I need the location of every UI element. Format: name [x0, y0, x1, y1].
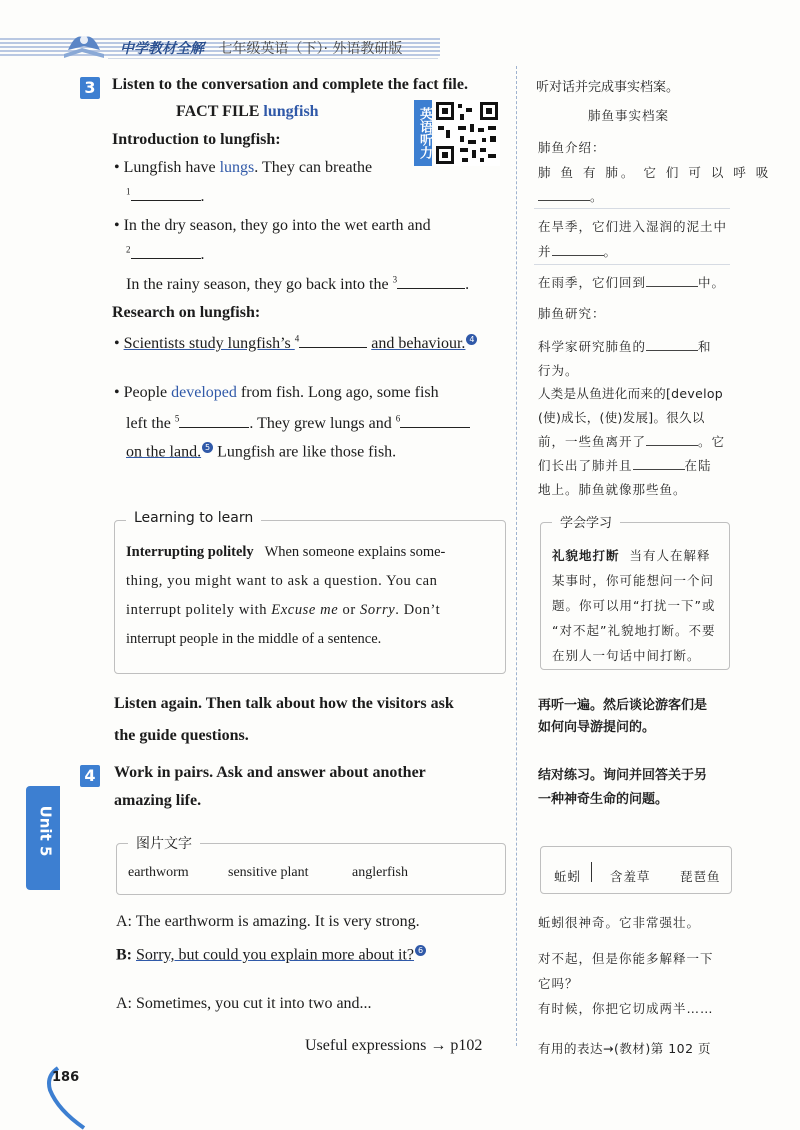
- learning-line-3-b: or: [338, 602, 361, 618]
- fact-line-6-a: left the: [126, 415, 175, 432]
- blank-6-number: 6: [395, 413, 401, 424]
- cn-line-7-b: 。: [603, 244, 618, 259]
- listen-again-line-2: the guide questions.: [114, 727, 249, 744]
- cn-learn-line-5: 在别人一句话中间打断。: [552, 648, 701, 663]
- page-number: 186: [52, 1070, 80, 1085]
- fact-line-4: [114, 333, 477, 353]
- qr-label: 英语听力: [414, 100, 432, 166]
- blank-4-number: 4: [294, 333, 300, 344]
- cn-line-8-b: 中。: [698, 275, 726, 290]
- blank-6[interactable]: [400, 413, 470, 428]
- cn-separator: [534, 264, 730, 265]
- cn-line-14-a: 前，一些鱼离开了: [538, 434, 647, 449]
- cn-learn-line-3: 题。你可以用“打扰一下”或: [552, 598, 716, 613]
- qr-code-icon: [434, 100, 500, 166]
- cn-line-11: 行为。: [538, 363, 579, 378]
- cn-line-5-text: 。: [590, 189, 604, 204]
- cn-learn-bold: 礼貌地打断: [552, 548, 620, 563]
- fact-line-5-blue: developed: [171, 384, 237, 401]
- cn-pairwork-1: 结对练习。询问并回答关于另: [538, 768, 708, 783]
- qr-code[interactable]: [414, 100, 500, 166]
- fact-line-1: [114, 159, 372, 177]
- cn-dialog-4: 有时候，你把它切成两半……: [538, 1001, 714, 1016]
- fact-line-7-underlined: on the land.: [126, 443, 202, 461]
- cn-fact-title: 肺鱼事实档案: [588, 108, 670, 123]
- fact-line-1-tail: . They can breathe: [254, 159, 373, 176]
- fact-line-7-tail: Lungfish are like those fish.: [213, 443, 397, 461]
- fact-file-title-blue: lungfish: [263, 103, 319, 120]
- learning-line-1-text: When someone explains some-: [264, 544, 446, 560]
- dialog-a-1: A: The earthworm is amazing. It is very strong.: [116, 913, 420, 930]
- learning-line-3-a: interrupt politely with: [126, 602, 272, 618]
- fact-line-1-a: • Lungfish have: [114, 159, 220, 176]
- cn-line-12: 人类是从鱼进化而来的[develop: [538, 386, 724, 401]
- fact-line-5-tail: from fish. Long ago, some fish: [236, 384, 439, 401]
- fact-line-3: In the rainy season, they go back into the $^3$ .: [126, 274, 470, 293]
- cn-learning-label: 学会学习: [552, 512, 620, 531]
- cn-listen-again-1: 再听一遍。然后谈论游客们是: [538, 698, 708, 713]
- cn-learn-line-1-b: 当有人在解释: [629, 548, 711, 563]
- research-heading: Research on lungfish:: [112, 304, 261, 321]
- cn-learn-line-4: “对不起”礼貌地打断。不要: [552, 623, 716, 638]
- fact-line-6-mid: . They grew lungs and: [249, 415, 396, 432]
- cn-intro: 肺鱼介绍：: [538, 140, 606, 155]
- cn-line-7: [538, 242, 617, 260]
- cn-line-7-a: 并: [538, 244, 552, 259]
- fact-line-7: [126, 442, 396, 461]
- learning-sorry: Sorry: [360, 602, 396, 618]
- learning-excuse-me: Excuse me: [271, 602, 339, 618]
- header-rule: [108, 58, 438, 59]
- dialog-a-2: A: Sometimes, you cut it into two and...: [116, 995, 372, 1012]
- blank-3[interactable]: [397, 274, 465, 289]
- blank-1[interactable]: $^1$ .: [126, 186, 205, 205]
- cn-line-10-b: 和: [698, 339, 712, 354]
- cn-learn-line-1: [552, 546, 710, 564]
- header-subtitle: 七年级英语（下）· 外语教研版: [218, 41, 403, 57]
- cn-pairwork-2: 一种神奇生命的问题。: [538, 792, 669, 807]
- learning-line-1: [126, 544, 445, 561]
- word-anglerfish: anglerfish: [352, 865, 408, 880]
- fact-line-6: [126, 413, 470, 433]
- cn-line-8-a: 在雨季，它们回到: [538, 275, 647, 290]
- column-divider: [516, 66, 517, 1046]
- cn-dialog-1: 蚯蚓很神奇。它非常强壮。: [538, 915, 701, 930]
- note-marker-icon[interactable]: 5: [202, 442, 213, 453]
- cn-listen-again-2: 如何向导游提问的。: [538, 720, 656, 735]
- cn-research: 肺鱼研究：: [538, 306, 606, 321]
- useful-expressions[interactable]: Useful expressions → p102: [305, 1037, 483, 1054]
- note-marker-icon[interactable]: 6: [415, 945, 426, 956]
- learning-bold-term: Interrupting politely: [126, 544, 254, 560]
- intro-heading: Introduction to lungfish:: [112, 131, 281, 148]
- section-4-line-2: amazing life.: [114, 792, 202, 809]
- header-brand: 中学教材全解: [120, 41, 204, 57]
- fact-line-4-tail: and behaviour.: [371, 335, 466, 352]
- cn-line-14-b: 。它: [698, 434, 726, 449]
- cn-line-8: [538, 273, 725, 291]
- blank-3-number: 3: [392, 274, 398, 285]
- cn-line-6: 在旱季，它们进入湿润的泥土中: [538, 219, 728, 234]
- blank-5[interactable]: [179, 413, 249, 428]
- cn-separator: [534, 208, 730, 209]
- cn-line-14: [538, 432, 725, 450]
- fact-line-2: • In the dry season, they go into the wet earth and: [114, 217, 431, 234]
- cn-word-1: 蚯蚓: [554, 869, 582, 884]
- fact-file-title-text: FACT FILE: [176, 103, 264, 120]
- cn-dialog-2: 对不起，但是你能多解释一下: [538, 951, 714, 966]
- cn-line-5: [538, 187, 604, 205]
- section-4-line-1: Work in pairs. Ask and answer about another: [114, 764, 426, 781]
- dialog-b-1: [116, 945, 426, 964]
- cn-learn-line-2: 某事时，你可能想问一个问: [552, 573, 715, 588]
- speaker-b: B:: [116, 946, 136, 964]
- cn-line-13: (使)成长，(使)发展]。很久以: [538, 410, 705, 425]
- blank-2[interactable]: $^2$ .: [126, 244, 205, 263]
- word-earthworm: earthworm: [128, 865, 189, 880]
- blank-4[interactable]: [299, 333, 367, 348]
- fact-line-4-underlined: Scientists study lungfish’s: [123, 335, 295, 352]
- learning-box-label: Learning to learn: [126, 510, 261, 526]
- cn-line-10: [538, 337, 712, 355]
- fact-file-title: [176, 103, 319, 121]
- fact-line-5: [114, 384, 439, 402]
- cn-word-2: 含羞草: [610, 869, 651, 884]
- bullet: •: [114, 335, 124, 352]
- section-3-instruction: Listen to the conversation and complete the fact file.: [112, 76, 468, 93]
- cn-line-16: 地上。肺鱼就像那些鱼。: [538, 482, 687, 497]
- learning-line-3: [126, 602, 440, 619]
- learning-line-3-c: . Don’t: [395, 602, 441, 618]
- unit-side-tab-label: Unit 5: [36, 805, 55, 857]
- cn-line-4: 肺 鱼 有 肺。 它 们 可 以 呼 吸: [538, 165, 772, 180]
- section-3-badge: 3: [80, 77, 100, 99]
- learning-line-4: interrupt people in the middle of a sentence.: [126, 631, 382, 647]
- dialog-b-1-underlined: Sorry, but could you explain more about it?: [136, 946, 415, 964]
- fact-line-5-pre: • People: [114, 384, 172, 401]
- learning-line-2: thing, you might want to ask a question. You can: [126, 573, 438, 589]
- fact-line-1-blue: lungs: [219, 159, 255, 176]
- blank-5-number: 5: [174, 413, 180, 424]
- cn-dialog-3: 它吗？: [538, 976, 579, 991]
- section-4-badge: 4: [80, 765, 100, 787]
- fact-line-3-text: In the rainy season, they go back into the: [126, 276, 393, 293]
- running-header: [120, 38, 402, 58]
- cn-line-10-a: 科学家研究肺鱼的: [538, 339, 647, 354]
- blank-2-number: 2: [126, 244, 131, 255]
- word-divider: [591, 862, 592, 882]
- word-sensitive-plant: sensitive plant: [228, 865, 309, 880]
- cn-line-15-b: 在陆: [684, 458, 712, 473]
- listen-again-line-1: Listen again. Then talk about how the visitors ask: [114, 695, 454, 712]
- cn-instruction: 听对话并完成事实档案。: [536, 80, 680, 95]
- cn-line-15: [538, 456, 712, 474]
- cn-useful: 有用的表达→(教材)第 102 页: [538, 1041, 712, 1056]
- cn-line-15-a: 们长出了肺并且: [538, 458, 633, 473]
- book-logo-icon: [60, 28, 108, 62]
- word-box-label: 图片文字: [128, 833, 200, 853]
- note-marker-icon[interactable]: 4: [466, 334, 477, 345]
- blank-1-number: 1: [126, 186, 131, 197]
- cn-word-3: 琵琶鱼: [680, 869, 721, 884]
